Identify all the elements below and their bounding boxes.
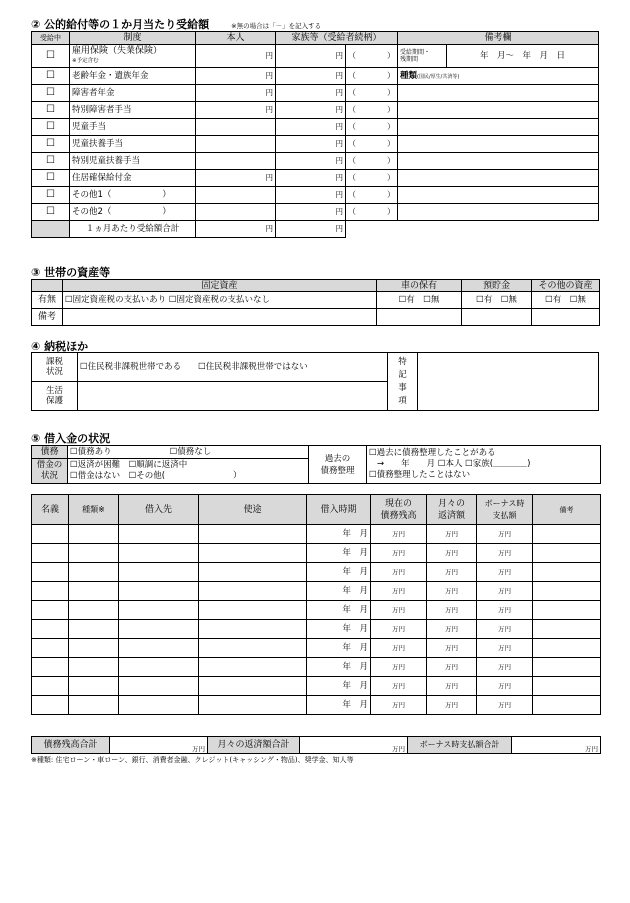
system-name: 障害者年金 (70, 85, 196, 102)
loan-holder[interactable] (32, 658, 69, 677)
loan-remarks[interactable] (533, 525, 601, 544)
loan-holder[interactable] (32, 639, 69, 658)
loan-bonus[interactable]: 万円 (477, 563, 533, 582)
loan-type[interactable] (69, 620, 119, 639)
loan-type[interactable] (69, 696, 119, 715)
total-family-yen: 円 (276, 221, 346, 238)
system-name: 特別障害者手当 (70, 102, 196, 119)
loan-remarks[interactable] (533, 582, 601, 601)
system-name: その他2（ ） (70, 204, 196, 221)
loan-remarks[interactable] (533, 620, 601, 639)
header-purpose: 使途 (199, 495, 307, 525)
loan-remarks[interactable] (533, 696, 601, 715)
system-name: 児童手当 (70, 119, 196, 136)
remarks-cell[interactable] (398, 102, 599, 119)
loan-row (32, 696, 601, 715)
section-4-title: ④ 納税ほか (31, 340, 89, 353)
family-relation[interactable]: （ ） (346, 187, 398, 204)
past-debt-label: 過去の 債務整理 (309, 446, 367, 484)
loan-lender[interactable] (119, 525, 199, 544)
loan-purpose[interactable] (199, 620, 307, 639)
loan-remarks[interactable] (533, 677, 601, 696)
header-fixed-assets: 固定資産 (63, 280, 377, 292)
loan-row (32, 639, 601, 658)
loan-type[interactable] (69, 563, 119, 582)
loan-balance[interactable]: 万円 (371, 658, 427, 677)
loan-balance[interactable]: 万円 (371, 582, 427, 601)
loan-type[interactable] (69, 582, 119, 601)
header-other-assets: その他の資産 (532, 280, 600, 292)
loan-bonus[interactable]: 万円 (477, 601, 533, 620)
loan-date[interactable]: 年 月 (307, 658, 371, 677)
loan-type[interactable] (69, 658, 119, 677)
receiving-checkbox[interactable]: ☐ (32, 119, 70, 136)
family-amount[interactable]: 円 (276, 85, 346, 102)
family-amount[interactable]: 円 (276, 170, 346, 187)
self-amount[interactable] (196, 204, 276, 221)
loan-lender[interactable] (119, 658, 199, 677)
system-name: 雇用保険（失業保険） ※予定含む (70, 45, 196, 68)
debt-label: 債務 (32, 446, 68, 459)
loan-bonus[interactable]: 万円 (477, 677, 533, 696)
remarks-period-value[interactable]: 年 月～ 年 月 日 (480, 51, 566, 61)
other-assets-remarks[interactable] (532, 309, 600, 326)
loan-purpose[interactable] (199, 658, 307, 677)
self-amount[interactable]: 円 (196, 102, 276, 119)
header-receiving: 受給中 (32, 32, 70, 45)
loan-bonus[interactable]: 万円 (477, 544, 533, 563)
header-system: 制度 (70, 32, 196, 45)
loan-date[interactable]: 年 月 (307, 544, 371, 563)
other-assets-yesno[interactable]: ☐有 ☐無 (532, 292, 600, 309)
loan-bonus[interactable]: 万円 (477, 525, 533, 544)
loan-date[interactable]: 年 月 (307, 563, 371, 582)
car-yesno[interactable]: ☐有 ☐無 (377, 292, 462, 309)
header-self: 本人 (196, 32, 276, 45)
loan-type[interactable] (69, 677, 119, 696)
loan-monthly[interactable]: 万円 (427, 525, 477, 544)
loan-holder[interactable] (32, 544, 69, 563)
receiving-checkbox[interactable]: ☐ (32, 68, 70, 85)
loan-remarks[interactable] (533, 544, 601, 563)
loan-purpose[interactable] (199, 563, 307, 582)
family-amount[interactable]: 円 (276, 68, 346, 85)
loan-monthly[interactable]: 万円 (427, 677, 477, 696)
header-borrow-date: 借入時期 (307, 495, 371, 525)
loan-table (31, 494, 601, 715)
header-monthly-payment: 月々の 返済額 (427, 495, 477, 525)
loan-monthly[interactable]: 万円 (427, 639, 477, 658)
loan-status-label: 借金の 状況 (32, 459, 68, 484)
loan-holder[interactable] (32, 620, 69, 639)
self-amount[interactable] (196, 136, 276, 153)
header-car: 車の保有 (377, 280, 462, 292)
family-relation[interactable]: （ ） (346, 85, 398, 102)
family-amount[interactable]: 円 (276, 45, 346, 68)
loan-date[interactable]: 年 月 (307, 696, 371, 715)
loan-date[interactable]: 年 月 (307, 639, 371, 658)
system-name: 住居確保給付金 (70, 170, 196, 187)
assets-table (31, 279, 600, 326)
receiving-checkbox[interactable]: ☐ (32, 204, 70, 221)
debt-options[interactable]: ☐債務あり ☐債務なし (68, 446, 309, 459)
loan-row (32, 658, 601, 677)
loan-remarks[interactable] (533, 563, 601, 582)
loan-balance[interactable]: 万円 (371, 677, 427, 696)
remarks-cell[interactable] (398, 153, 599, 170)
loan-bonus[interactable]: 万円 (477, 696, 533, 715)
loan-holder[interactable] (32, 677, 69, 696)
tax-status-options[interactable]: ☐住民税非課税世帯である ☐住民税非課税世帯ではない (78, 353, 388, 382)
family-relation[interactable]: （ ） (346, 153, 398, 170)
loan-type[interactable] (69, 639, 119, 658)
section-5-title: ⑤ 借入金の状況 (31, 432, 111, 445)
section-2-title: ② 公的給付等の１か月当たり受給額 ※無の場合は「－」を記入する (31, 18, 322, 31)
family-relation[interactable]: （ ） (346, 102, 398, 119)
remarks-cell[interactable] (398, 187, 599, 204)
self-amount[interactable]: 円 (196, 45, 276, 68)
remarks-cell[interactable] (398, 204, 599, 221)
header-family: 家族等（受給者続柄） (276, 32, 398, 45)
loan-lender[interactable] (119, 582, 199, 601)
loan-row (32, 620, 601, 639)
family-relation[interactable]: （ ） (346, 170, 398, 187)
loan-bonus[interactable]: 万円 (477, 639, 533, 658)
loan-balance[interactable]: 万円 (371, 601, 427, 620)
benefits-table (31, 31, 599, 238)
loan-purpose[interactable] (199, 525, 307, 544)
total-bonus-value[interactable]: 万円 (512, 737, 601, 754)
loan-purpose[interactable] (199, 677, 307, 696)
section-3-title: ③ 世帯の資産等 (31, 266, 111, 279)
tax-status-label: 課税 状況 (32, 353, 78, 382)
special-notes-field[interactable] (418, 353, 599, 411)
section-2-note: ※無の場合は「－」を記入する (231, 22, 322, 30)
family-relation[interactable]: （ ） (346, 204, 398, 221)
loan-lender[interactable] (119, 696, 199, 715)
loan-balance[interactable]: 万円 (371, 696, 427, 715)
loan-balance[interactable]: 万円 (371, 563, 427, 582)
loan-monthly[interactable]: 万円 (427, 544, 477, 563)
family-relation[interactable]: （ ） (346, 119, 398, 136)
total-balance-value[interactable]: 万円 (110, 737, 208, 754)
loan-lender[interactable] (119, 639, 199, 658)
loan-row (32, 544, 601, 563)
welfare-label: 生活 保護 (32, 382, 78, 411)
header-type: 種類※ (69, 495, 119, 525)
loan-lender[interactable] (119, 544, 199, 563)
tax-table (31, 352, 599, 411)
loan-status-options[interactable]: ☐返済が困難 ☐順調に返済中 ☐借金はない ☐その他( ） (68, 459, 309, 484)
fixed-asset-remarks[interactable] (63, 309, 377, 326)
total-monthly-label: 月々の返済額合計 (208, 737, 300, 754)
loan-monthly[interactable]: 万円 (427, 601, 477, 620)
remarks-period[interactable]: 受給期間・ 残期間 年 月～ 年 月 日 (398, 45, 599, 68)
loan-lender[interactable] (119, 601, 199, 620)
total-bonus-label: ボーナス時支払額合計 (408, 737, 512, 754)
family-amount[interactable]: 円 (276, 136, 346, 153)
savings-remarks[interactable] (462, 309, 532, 326)
family-amount[interactable]: 円 (276, 204, 346, 221)
receiving-checkbox[interactable]: ☐ (32, 102, 70, 119)
family-relation[interactable]: （ ） (346, 45, 398, 68)
loan-purpose[interactable] (199, 696, 307, 715)
loan-purpose[interactable] (199, 544, 307, 563)
car-remarks[interactable] (377, 309, 462, 326)
loan-holder[interactable] (32, 525, 69, 544)
family-relation[interactable]: （ ） (346, 136, 398, 153)
savings-yesno[interactable]: ☐有 ☐無 (462, 292, 532, 309)
header-bonus-payment: ボーナス時 支払額 (477, 495, 533, 525)
fixed-asset-tax-options[interactable]: ☐固定資産税の支払いあり ☐固定資産税の支払いなし (63, 292, 377, 309)
header-lender: 借入先 (119, 495, 199, 525)
welfare-field[interactable] (78, 382, 388, 411)
loan-remarks[interactable] (533, 601, 601, 620)
system-name: 児童扶養手当 (70, 136, 196, 153)
loan-balance[interactable]: 万円 (371, 620, 427, 639)
receiving-checkbox[interactable]: ☐ (32, 153, 70, 170)
loan-date[interactable]: 年 月 (307, 582, 371, 601)
total-balance-label: 債務残高合計 (32, 737, 110, 754)
receiving-checkbox[interactable]: ☐ (32, 45, 70, 68)
loan-monthly[interactable]: 万円 (427, 658, 477, 677)
special-notes-label: 特 記 事 項 (388, 353, 418, 411)
self-amount[interactable] (196, 153, 276, 170)
loan-totals-table (31, 736, 601, 754)
receiving-checkbox[interactable]: ☐ (32, 136, 70, 153)
loan-lender[interactable] (119, 620, 199, 639)
loan-type-footnote: ※種類: 住宅ローン・車ローン、銀行、消費者金融、クレジット(キャッシング・物品)、奨学金、知人等 (31, 756, 354, 764)
loan-bonus[interactable]: 万円 (477, 658, 533, 677)
family-amount[interactable]: 円 (276, 187, 346, 204)
loan-row (32, 563, 601, 582)
loan-date[interactable]: 年 月 (307, 677, 371, 696)
loan-bonus[interactable]: 万円 (477, 582, 533, 601)
loan-monthly[interactable]: 万円 (427, 696, 477, 715)
total-monthly-value[interactable]: 万円 (300, 737, 408, 754)
header-current-balance: 現在の 債務残高 (371, 495, 427, 525)
loan-purpose[interactable] (199, 582, 307, 601)
loan-type[interactable] (69, 525, 119, 544)
system-name: 老齢年金・遺族年金 (70, 68, 196, 85)
remarks-cell[interactable] (398, 85, 599, 102)
system-name: その他1（ ） (70, 187, 196, 204)
loan-date[interactable]: 年 月 (307, 601, 371, 620)
receiving-checkbox[interactable]: ☐ (32, 85, 70, 102)
loan-remarks[interactable] (533, 658, 601, 677)
loan-holder[interactable] (32, 582, 69, 601)
family-amount[interactable]: 円 (276, 102, 346, 119)
loan-monthly[interactable]: 万円 (427, 582, 477, 601)
loan-monthly[interactable]: 万円 (427, 563, 477, 582)
loan-holder[interactable] (32, 696, 69, 715)
loan-row (32, 582, 601, 601)
loan-row (32, 677, 601, 696)
debt-summary-table (31, 445, 601, 484)
receiving-checkbox[interactable]: ☐ (32, 170, 70, 187)
loan-bonus[interactable]: 万円 (477, 620, 533, 639)
header-holder: 名義 (32, 495, 69, 525)
loan-balance[interactable]: 万円 (371, 544, 427, 563)
remarks-cell[interactable] (398, 119, 599, 136)
loan-lender[interactable] (119, 677, 199, 696)
loan-monthly[interactable]: 万円 (427, 620, 477, 639)
self-amount[interactable]: 円 (196, 68, 276, 85)
loan-holder[interactable] (32, 601, 69, 620)
self-amount[interactable]: 円 (196, 85, 276, 102)
loan-row (32, 601, 601, 620)
loan-remarks[interactable] (533, 639, 601, 658)
remarks-type[interactable]: 種類(国民/厚生/共済等) (398, 68, 599, 85)
header-savings: 預貯金 (462, 280, 532, 292)
row-presence-label: 有無 (32, 292, 63, 309)
header-remarks: 備考欄 (398, 32, 599, 45)
total-label: １ヵ月あたり受給額合計 (70, 221, 196, 238)
loan-balance[interactable]: 万円 (371, 525, 427, 544)
past-debt-options[interactable]: ☐過去に債務整理したことがある → 年 月 ☐本人 ☐家族(＿＿＿＿) ☐債務整理したことはない (367, 446, 601, 484)
loan-holder[interactable] (32, 563, 69, 582)
remarks-cell[interactable] (398, 170, 599, 187)
family-amount[interactable]: 円 (276, 153, 346, 170)
family-amount[interactable]: 円 (276, 119, 346, 136)
family-relation[interactable]: （ ） (346, 68, 398, 85)
loan-date[interactable]: 年 月 (307, 620, 371, 639)
loan-row (32, 525, 601, 544)
loan-balance[interactable]: 万円 (371, 639, 427, 658)
system-name: 特別児童扶養手当 (70, 153, 196, 170)
row-remarks-label: 備考 (32, 309, 63, 326)
loan-lender[interactable] (119, 563, 199, 582)
total-self-yen: 円 (196, 221, 276, 238)
loan-type[interactable] (69, 544, 119, 563)
loan-date[interactable]: 年 月 (307, 525, 371, 544)
loan-purpose[interactable] (199, 601, 307, 620)
self-amount[interactable]: 円 (196, 170, 276, 187)
remarks-cell[interactable] (398, 136, 599, 153)
self-amount[interactable] (196, 187, 276, 204)
loan-purpose[interactable] (199, 639, 307, 658)
header-loan-remarks: 備考 (533, 495, 601, 525)
self-amount[interactable] (196, 119, 276, 136)
loan-type[interactable] (69, 601, 119, 620)
receiving-checkbox[interactable]: ☐ (32, 187, 70, 204)
